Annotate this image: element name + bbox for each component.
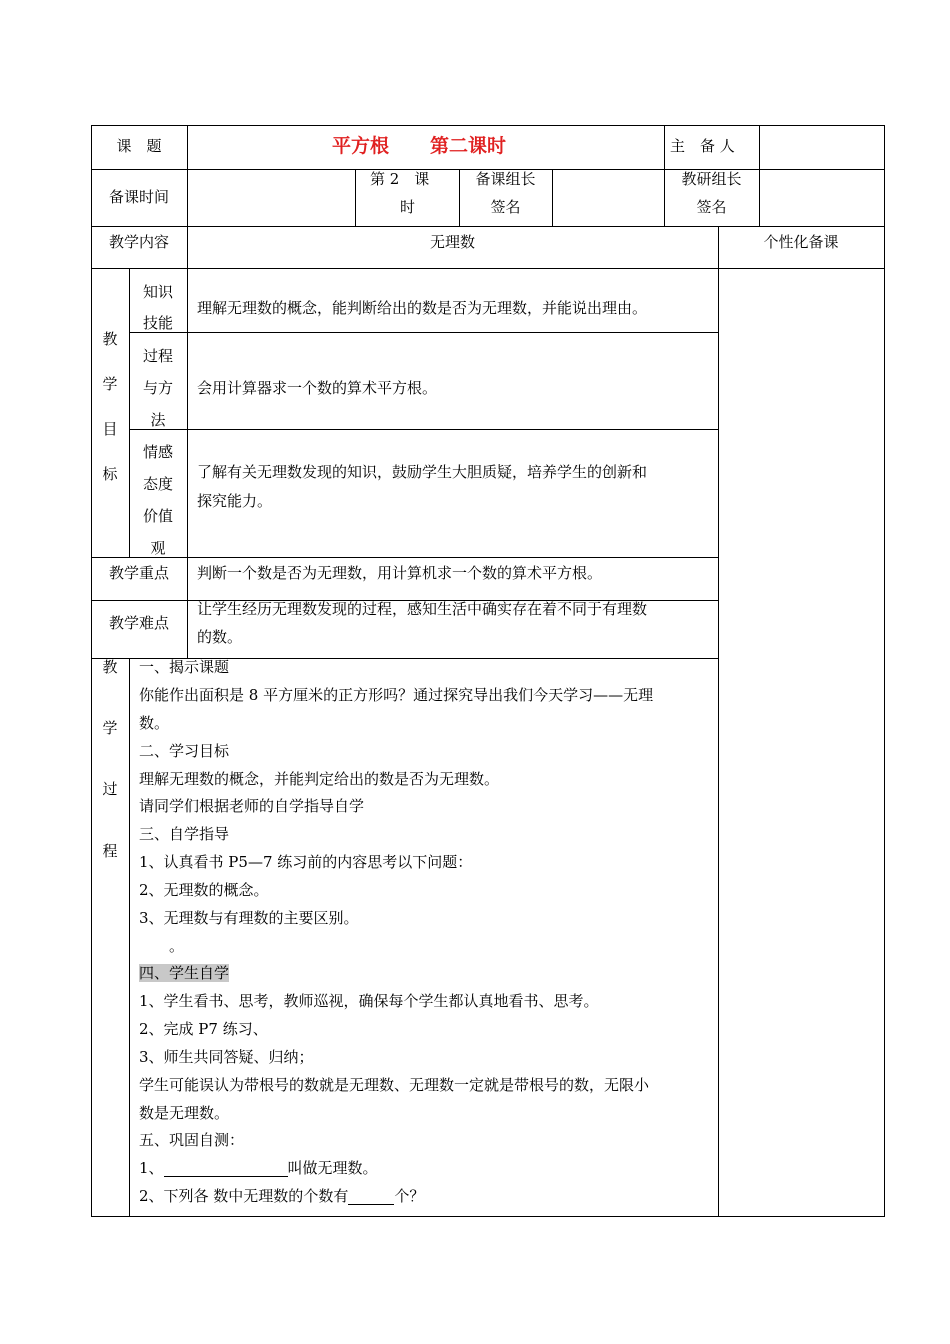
process-char: 学: [102, 719, 118, 737]
process-line: 一、揭示课题: [139, 658, 230, 676]
process-line: 请同学们根据老师的自学指导自学: [139, 797, 365, 815]
research-leader-line1: 教研组长: [681, 170, 742, 188]
process-line: [139, 958, 229, 989]
quiz-question-1-prefix: 1、: [139, 1159, 164, 1177]
process-line: 三、自学指导: [139, 825, 230, 843]
emotion-text-2: 探究能力。: [197, 492, 273, 510]
group-leader-line2: 签名: [490, 198, 521, 216]
process-label-1: 过程: [142, 347, 173, 365]
process-line: 。: [139, 937, 185, 955]
quiz-question-2-suffix: 个？: [394, 1187, 425, 1205]
process-label-3: 法: [150, 411, 166, 429]
quiz-question-2-prefix: 2、下列各 数中无理数的个数有: [139, 1187, 349, 1205]
preparer-label: 主 备 人: [670, 137, 735, 155]
difficulty-label: 教学难点: [108, 614, 169, 632]
process-line: 二、学习目标: [139, 742, 230, 760]
process-line: 五、巩固自测：: [139, 1131, 245, 1149]
process-char: 程: [102, 842, 118, 860]
emotion-label-2: 态度: [142, 475, 173, 493]
process-line: 1、学生看书、思考，教师巡视，确保每个学生都认真地看书、思考。: [139, 992, 599, 1010]
lesson-number-line2: 时: [400, 198, 416, 216]
lesson-number-line1: 第 2 课: [370, 170, 430, 188]
process-line: 学生可能误认为带根号的数就是无理数、无理数一定就是带根号的数，无限小: [139, 1076, 650, 1094]
process-line: 理解无理数的概念，并能判定给出的数是否为无理数。: [139, 770, 500, 788]
process-line: 2、完成 P7 练习、: [139, 1020, 268, 1038]
emotion-label-3: 价值: [142, 507, 173, 525]
key-point-text: 判断一个数是否为无理数，用计算机求一个数的算术平方根。: [197, 564, 603, 582]
process-line: 1、认真看书 P5—7 练习前的内容思考以下问题：: [139, 853, 473, 871]
quiz-answer-blank-1[interactable]: [164, 1158, 288, 1177]
process-char: 过: [102, 780, 118, 798]
content-label: 教学内容: [108, 233, 169, 251]
emotion-text-1: 了解有关无理数发现的知识，鼓励学生大胆质疑，培养学生的创新和: [197, 463, 648, 481]
objectives-char: 教: [102, 330, 118, 348]
section-four-heading: 四、学生自学: [139, 964, 230, 982]
process-label-2: 与方: [142, 379, 173, 397]
process-line: 数。: [139, 714, 170, 732]
process-line: 3、无理数与有理数的主要区别。: [139, 909, 359, 927]
lesson-title-part1: 平方根: [332, 135, 390, 157]
knowledge-text: 理解无理数的概念，能判断给出的数是否为无理数，并能说出理由。: [197, 299, 648, 317]
process-line: 你能作出面积是 8 平方厘米的正方形吗？通过探究导出我们今天学习——无理: [139, 686, 654, 704]
research-leader-line2: 签名: [696, 198, 727, 216]
process-line: 3、师生共同答疑、归纳；: [139, 1048, 314, 1066]
quiz-question-2: [139, 1181, 424, 1212]
objectives-char: 学: [102, 375, 118, 393]
knowledge-label-1: 知识: [142, 283, 173, 301]
difficulty-text-2: 的数。: [197, 628, 243, 646]
process-char: 教: [102, 658, 118, 676]
quiz-question-1-suffix: 叫做无理数。: [287, 1159, 378, 1177]
emotion-label-1: 情感: [142, 443, 173, 461]
group-leader-line1: 备课组长: [475, 170, 536, 188]
objectives-char: 标: [102, 465, 118, 483]
topic-label: 课 题: [116, 137, 162, 155]
objectives-char: 目: [102, 420, 118, 438]
difficulty-text-1: 让学生经历无理数发现的过程，感知生活中确实存在着不同于有理数: [197, 600, 648, 618]
prep-time-label: 备课时间: [108, 188, 169, 206]
content-value: 无理数: [429, 233, 475, 251]
personal-prep-label: 个性化备课: [763, 233, 839, 251]
key-point-label: 教学重点: [108, 564, 169, 582]
quiz-answer-blank-2[interactable]: [348, 1186, 394, 1205]
knowledge-label-2: 技能: [142, 314, 173, 332]
lesson-title-part2: 第二课时: [430, 135, 507, 157]
emotion-label-4: 观: [150, 539, 166, 557]
process-line: 数是无理数。: [139, 1104, 230, 1122]
process-text: 会用计算器求一个数的算术平方根。: [197, 379, 438, 397]
process-line: 2、无理数的概念。: [139, 881, 269, 899]
quiz-question-1: [139, 1153, 378, 1184]
